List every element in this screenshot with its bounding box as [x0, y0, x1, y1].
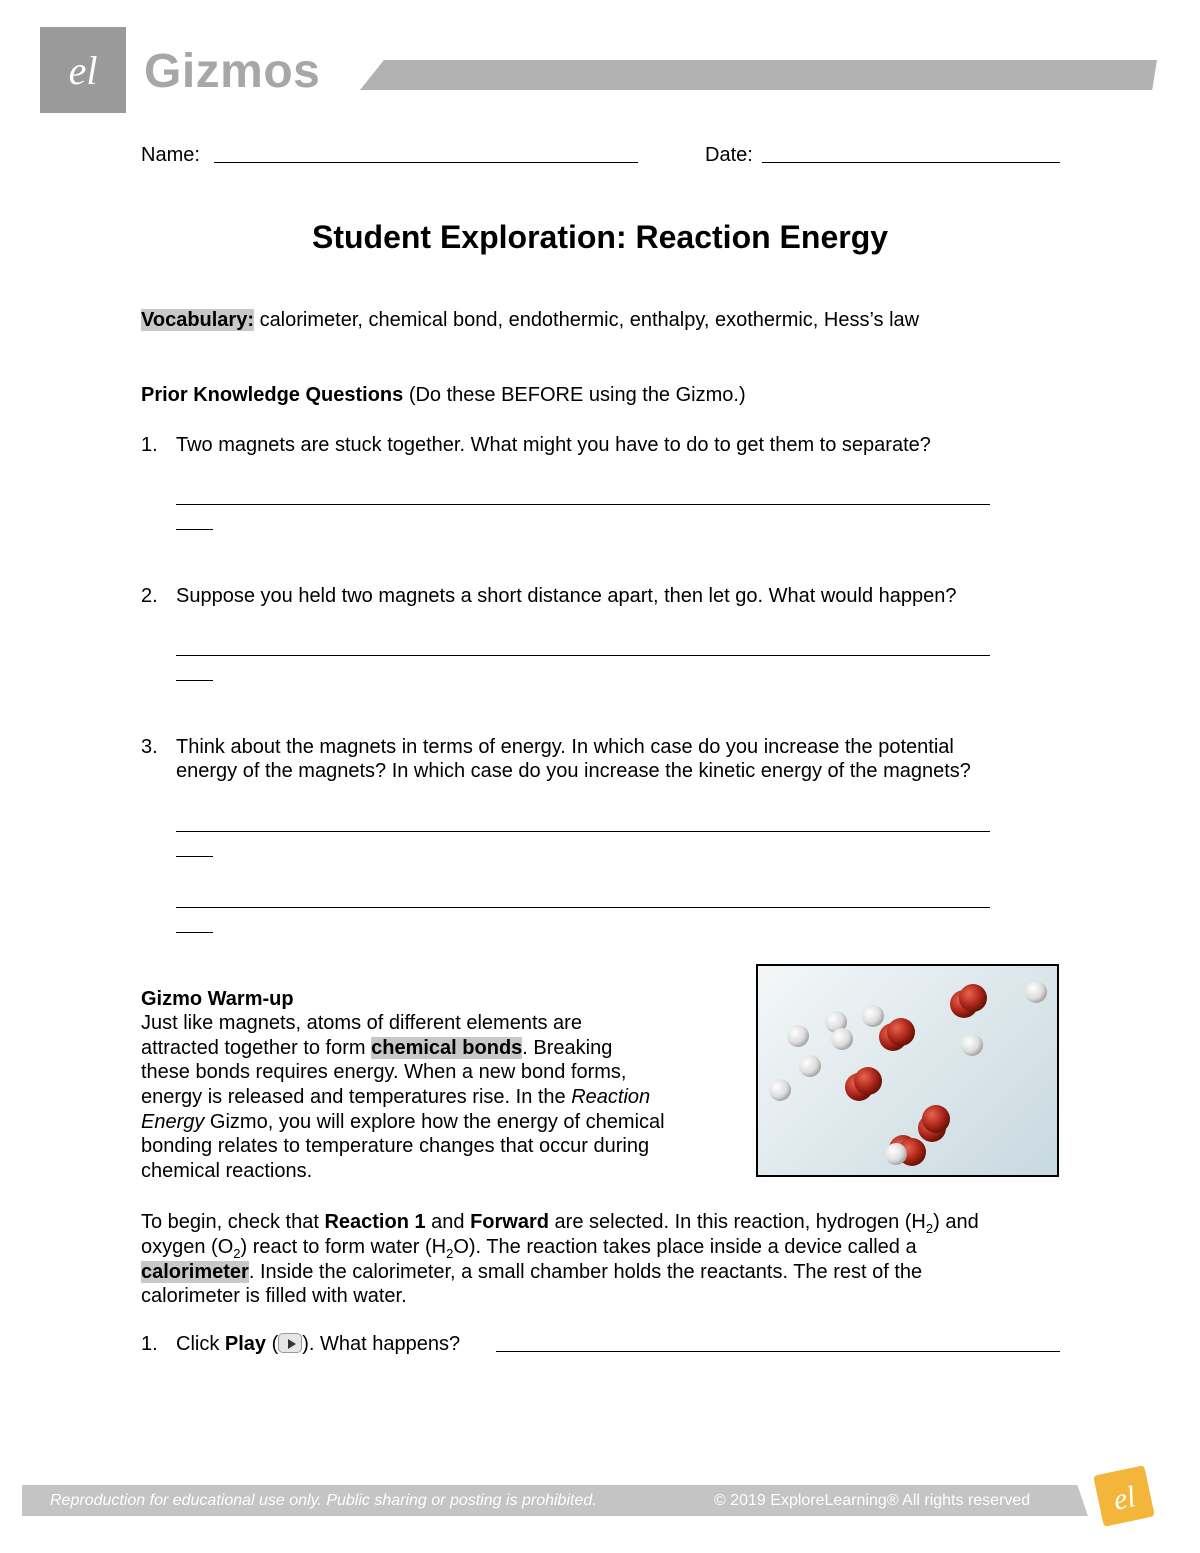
question-3-text-line-1: Think about the magnets in terms of energy. In which case do you increase the potential: [176, 736, 954, 758]
date-label: Date:: [705, 144, 753, 166]
warmup-text-line-3: these bonds requires energy. When a new bond forms,: [141, 1061, 627, 1083]
question-segment: (: [266, 1333, 279, 1355]
instructions-segment: . Inside the calorimeter, a small chamber holds the reactants. The rest of the: [248, 1261, 923, 1283]
answer-1-line-a[interactable]: [176, 483, 990, 505]
gizmos-logo-icon: [40, 27, 126, 113]
answer-3-line-d[interactable]: [176, 911, 213, 933]
answer-1-line-b[interactable]: [176, 508, 213, 530]
gizmo-molecule-image: [756, 964, 1059, 1177]
vocabulary-label: Vocabulary:: [141, 309, 254, 331]
logo-text: el: [68, 48, 98, 93]
play-icon: [278, 1333, 302, 1353]
molecule-illustration: [758, 966, 1057, 1175]
header-bar: [360, 60, 1157, 90]
question-2-number: 2.: [141, 585, 158, 607]
warmup-heading: Gizmo Warm-up: [141, 988, 294, 1010]
instructions-segment: are selected. In this reaction, hydrogen (H: [549, 1211, 926, 1233]
warmup-text-segment: energy is released and temperatures rise. In the: [141, 1086, 572, 1108]
name-label: Name:: [141, 144, 200, 166]
name-field[interactable]: [214, 141, 638, 163]
instructions-segment: ) react to form water (H: [240, 1236, 447, 1258]
instructions-segment: To begin, check that: [141, 1211, 325, 1233]
warmup-text-line-1: Just like magnets, atoms of different elements are: [141, 1012, 582, 1034]
question-2-text: Suppose you held two magnets a short distance apart, then let go. What would happen?: [176, 585, 957, 607]
answer-3-line-c[interactable]: [176, 886, 990, 908]
instructions-segment: and: [425, 1211, 471, 1233]
warmup-text-segment: Gizmo, you will explore how the energy of chemical: [204, 1111, 665, 1133]
footer-logo-text: el: [1110, 1480, 1139, 1517]
vocabulary-line: [141, 308, 919, 333]
vocab-term-chemical-bonds: chemical bonds: [371, 1037, 523, 1059]
instructions-line-2: [141, 1235, 917, 1260]
subscript: 2: [446, 1246, 454, 1261]
question-segment: ). What happens?: [302, 1333, 461, 1355]
question-segment: Click: [176, 1333, 225, 1355]
warmup-text-line-7: chemical reactions.: [141, 1160, 313, 1182]
instructions-segment: O). The reaction takes place inside a device called a: [453, 1236, 917, 1258]
subscript: 2: [233, 1246, 241, 1261]
vocabulary-terms: calorimeter, chemical bond, endothermic, enthalpy, exothermic, Hess’s law: [259, 309, 920, 331]
subscript: 2: [925, 1221, 934, 1236]
reaction-1-term: Reaction 1: [324, 1211, 426, 1233]
warmup-text-line-2: [141, 1036, 612, 1061]
warmup-text-segment: attracted together to form: [141, 1037, 372, 1059]
gizmo-name-italic: Energy: [141, 1111, 205, 1133]
prior-knowledge-heading: [141, 383, 746, 408]
date-field[interactable]: [762, 141, 1060, 163]
warmup-text-segment: . Breaking: [522, 1037, 613, 1059]
brand-name: Gizmos: [144, 45, 321, 98]
vocab-term-calorimeter: calorimeter: [141, 1261, 249, 1283]
warmup-question-1-number: 1.: [141, 1333, 158, 1355]
prior-knowledge-note: (Do these BEFORE using the Gizmo.): [408, 384, 746, 406]
question-3-text-line-2: energy of the magnets? In which case do you increase the kinetic energy of the magnets?: [176, 760, 971, 782]
answer-2-line-b[interactable]: [176, 659, 213, 681]
page-title: Student Exploration: Reaction Energy: [311, 219, 889, 255]
question-3-number: 3.: [141, 736, 158, 758]
prior-knowledge-title: Prior Knowledge Questions: [141, 384, 404, 406]
warmup-text-line-4: [141, 1085, 650, 1110]
play-term: Play: [224, 1333, 267, 1355]
explorelearning-logo-icon: [1088, 1460, 1160, 1532]
answer-3-line-b[interactable]: [176, 835, 213, 857]
instructions-line-1: [141, 1210, 979, 1235]
warmup-answer-1-line[interactable]: [496, 1330, 1060, 1352]
footer-disclaimer: Reproduction for educational use only. Public sharing or posting is prohibited.: [50, 1492, 597, 1509]
question-1-number: 1.: [141, 434, 158, 456]
answer-3-line-a[interactable]: [176, 810, 990, 832]
instructions-segment: ) and: [933, 1211, 979, 1233]
question-1-text: Two magnets are stuck together. What might you have to do to get them to separate?: [176, 434, 931, 456]
warmup-question-1-text: [176, 1332, 460, 1357]
warmup-text-line-6: bonding relates to temperature changes that occur during: [141, 1135, 650, 1157]
forward-term: Forward: [470, 1211, 549, 1233]
answer-2-line-a[interactable]: [176, 634, 990, 656]
logo-glyph: [40, 27, 126, 113]
footer-copyright: © 2019 ExploreLearning® All rights reserved: [714, 1492, 1031, 1509]
instructions-segment: oxygen (O: [141, 1236, 234, 1258]
warmup-text-line-5: [141, 1110, 665, 1135]
instructions-line-4: calorimeter is filled with water.: [141, 1285, 407, 1307]
gizmo-name-italic: Reaction: [571, 1086, 651, 1108]
instructions-line-3: [141, 1260, 922, 1285]
